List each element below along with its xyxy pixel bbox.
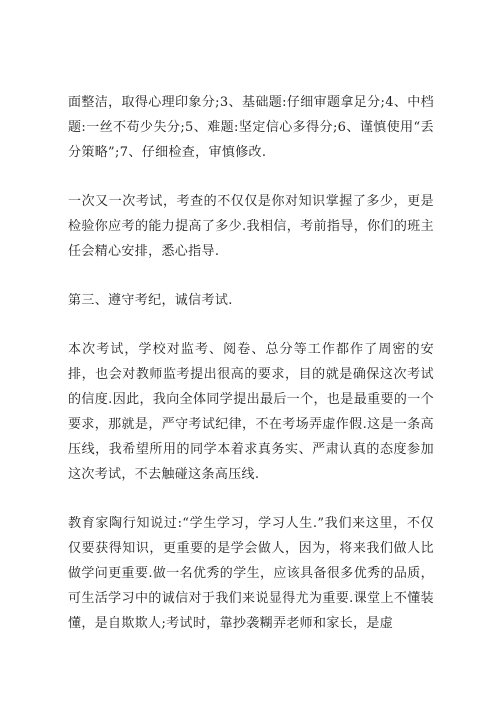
paragraph-exam-discipline: 本次考试，学校对监考、阅卷、总分等工作都作了周密的安排，也会对教师监考提出很高的要求，目的就是确保这次考试的信度.因此，我向全体同学提出最后一个，也是最重要的一个要求，那就是，严守考试纪律，不在考场弄虚作假.这是一条高压线，我希望所用的同学本着求真务实、严肃认真的态度参加这次考试，不去触碰这条高压线. <box>68 342 434 482</box>
paragraph-section-heading: 第三、遵守考纪，诚信考试. <box>68 293 233 308</box>
document-body <box>68 90 434 660</box>
paragraph-exam-tips: 面整洁，取得心理印象分;3、基础题:仔细审题拿足分;4、中档题:一丝不苟少失分;5、难题:坚定信心多得分;6、谨慎使用“丢分策略”;7、仔细检查，审慎修改. <box>68 95 434 160</box>
paragraph-honesty: 教育家陶行知说过:“学生学习，学习人生.”我们来这里，不仅仅要获得知识，更重要的是学会做人，因为，将来我们做人比做学问更重要.做一名优秀的学生，应该具备很多优秀的品质，可生活学习中的诚信对于我们来说显得尤为重要.课堂上不懂装懂，是自欺欺人;考试时，靠抄袭糊弄老师和家长，是虚 <box>68 516 434 631</box>
paragraph-exam-ability: 一次又一次考试，考查的不仅仅是你对知识掌握了多少，更是检验你应考的能力提高了多少.我相信，考前指导，你们的班主任会精心安排，悉心指导. <box>68 194 434 259</box>
